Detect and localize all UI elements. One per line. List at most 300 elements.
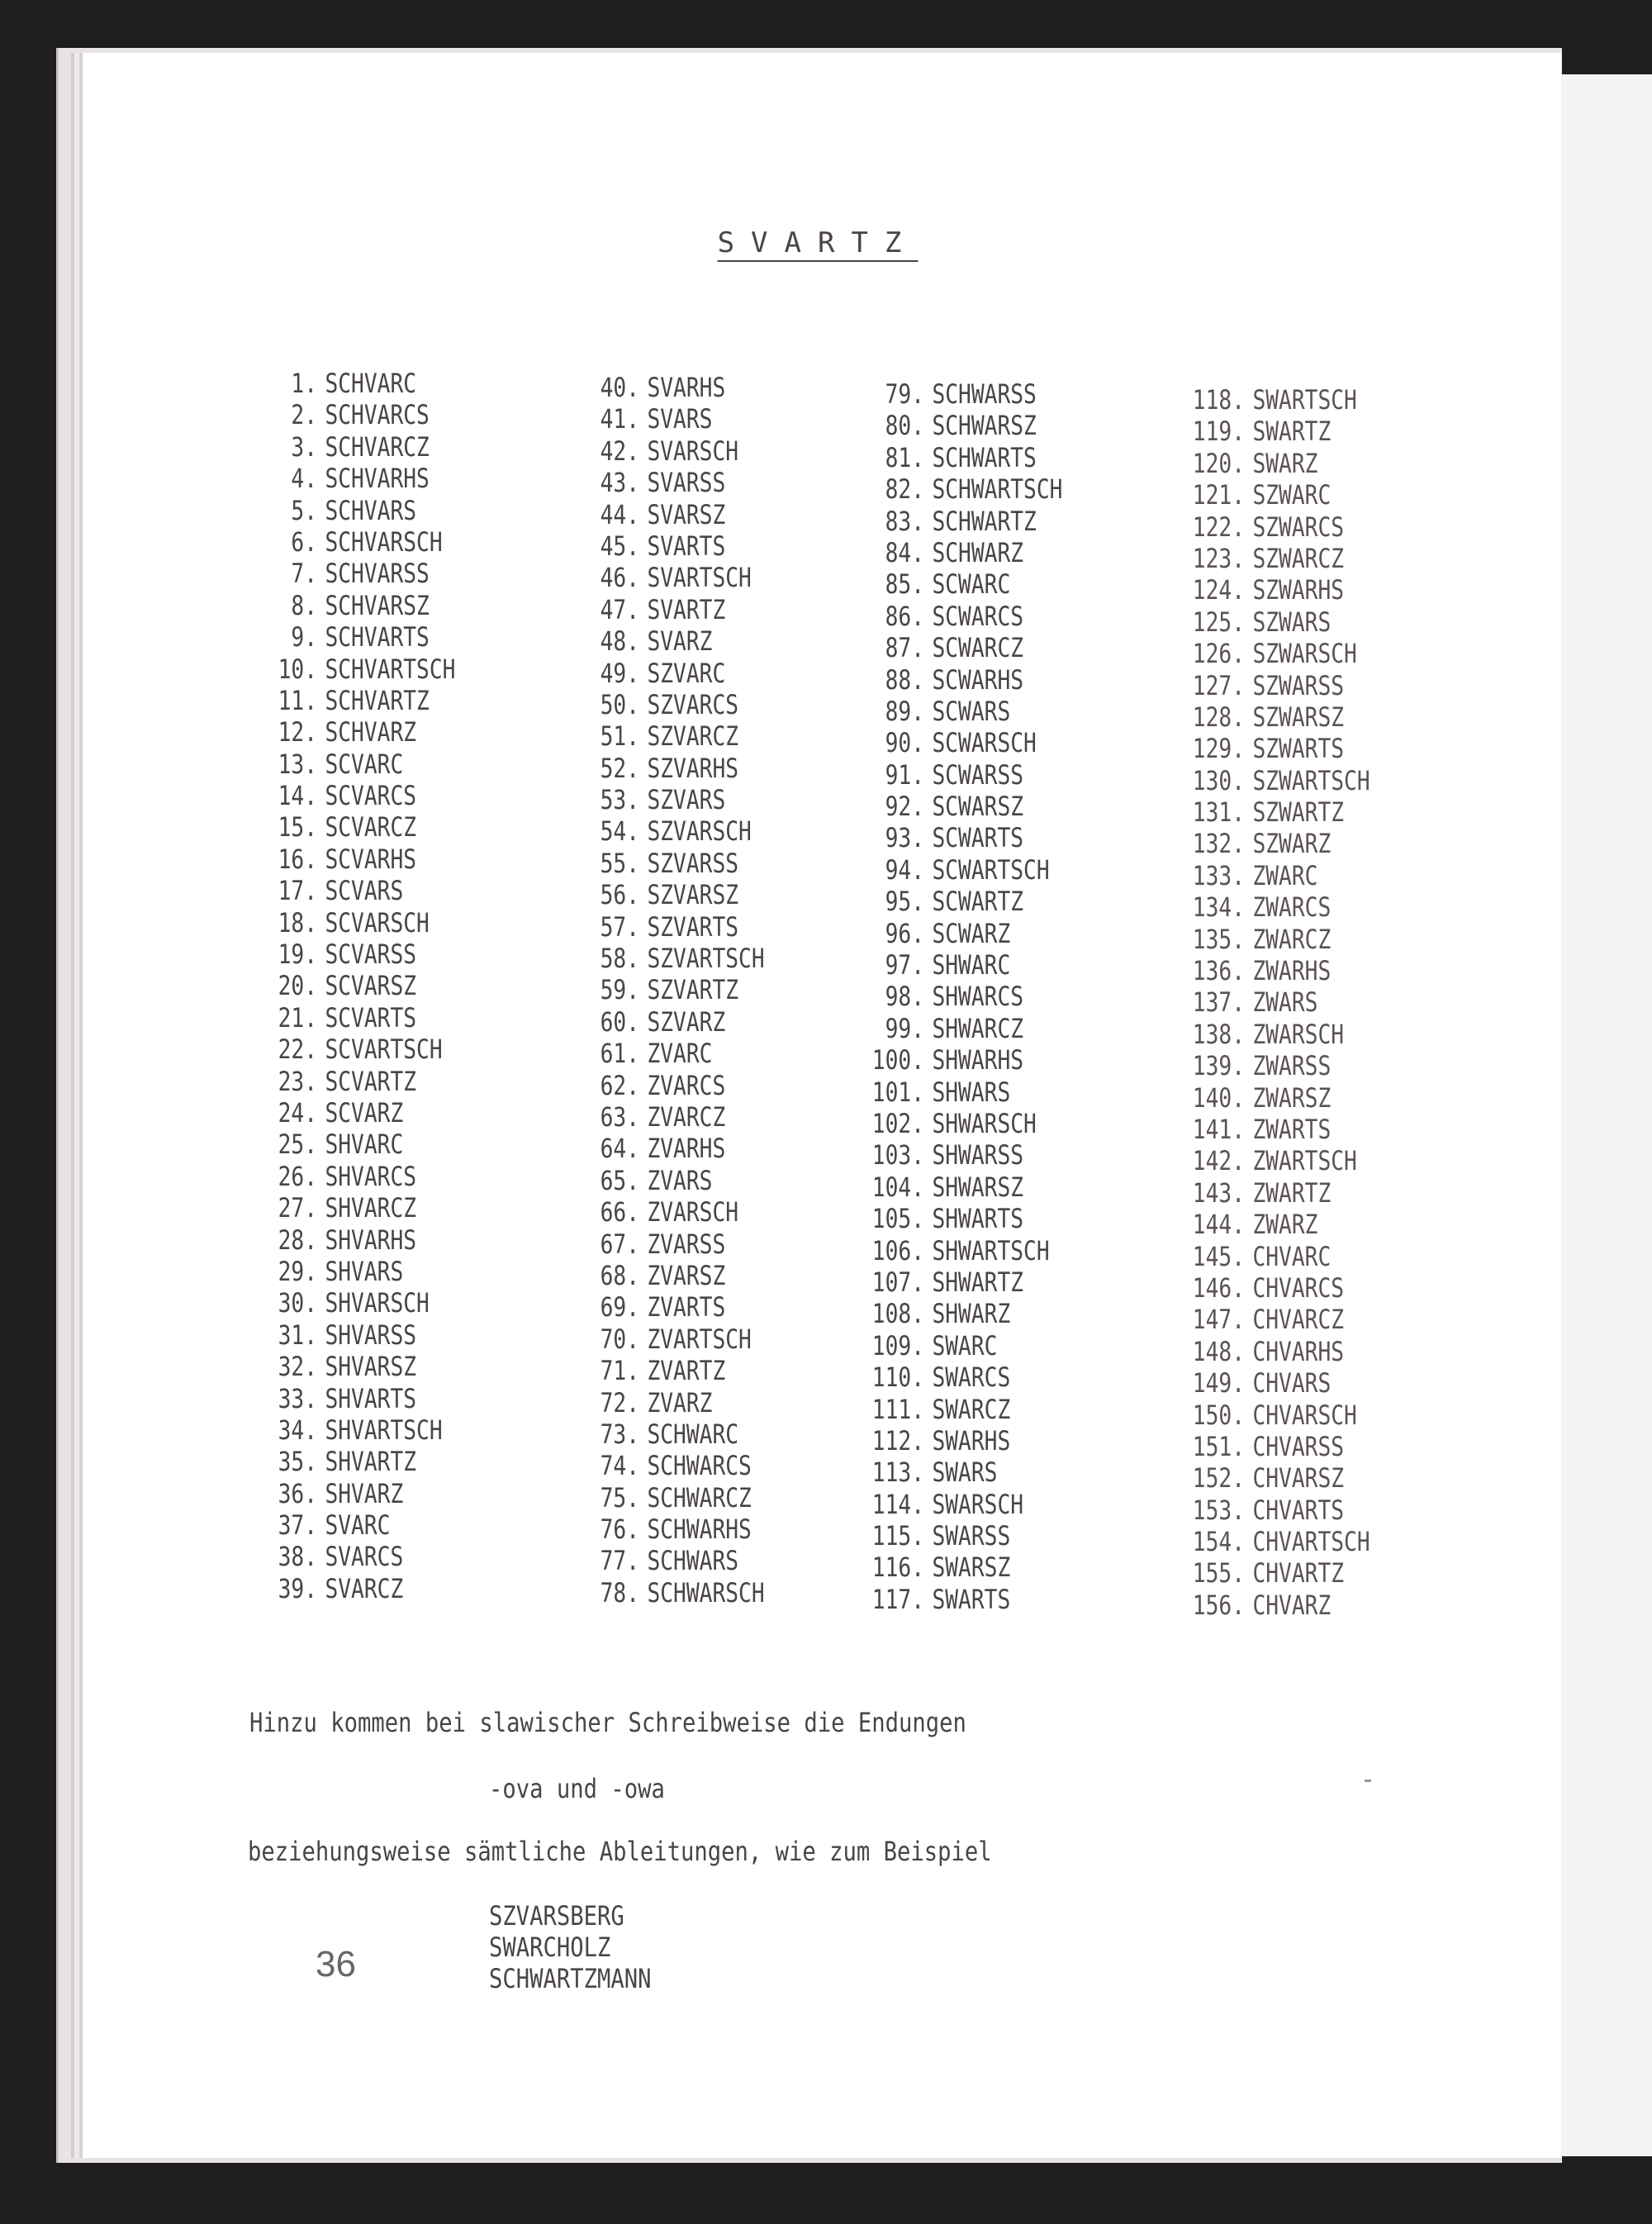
- list-item: [574, 1482, 879, 1514]
- item-number: 11.: [278, 684, 317, 716]
- surname-variant: ZVARC: [647, 1038, 713, 1070]
- list-item: [859, 1139, 1164, 1171]
- list-item: [574, 1101, 879, 1133]
- surname-variant: SCWARTZ: [932, 886, 1024, 918]
- surname-variant: ZVARTS: [647, 1291, 726, 1323]
- footer-text-line-1: Hinzu kommen bei slawischer Schreibweise die Endungen: [249, 1707, 966, 1738]
- list-item: [574, 1450, 879, 1481]
- surname-variant: SCHVARZ: [325, 716, 417, 748]
- item-number: 64.: [600, 1133, 639, 1165]
- surname-variant: SCVARSCH: [325, 906, 430, 939]
- list-item: [1180, 670, 1484, 701]
- item-number: 90.: [885, 727, 924, 759]
- surname-variant: SZWARTZ: [1252, 796, 1345, 829]
- list-item: [1180, 543, 1484, 574]
- surname-variant: SZVARZ: [647, 1005, 726, 1038]
- list-item: [252, 1319, 557, 1351]
- list-item: [859, 537, 1164, 568]
- list-item: [1180, 1304, 1484, 1335]
- surname-variant: CHVARHS: [1252, 1335, 1345, 1367]
- item-number: 45.: [600, 530, 639, 562]
- surname-variant: SWARCS: [932, 1361, 1011, 1394]
- surname-variant: ZWARC: [1252, 859, 1318, 891]
- surname-variant: SCHWARC: [647, 1418, 739, 1450]
- item-number: 52.: [600, 752, 639, 784]
- item-number: 58.: [600, 943, 639, 975]
- item-number: 48.: [600, 625, 639, 658]
- list-item: [252, 1256, 557, 1287]
- list-item: [1180, 765, 1484, 796]
- item-number: 60.: [600, 1005, 639, 1038]
- list-item: [859, 949, 1164, 981]
- example-name: SCHWARTZMANN: [489, 1963, 652, 1994]
- item-number: 30.: [278, 1287, 317, 1319]
- item-number: 73.: [600, 1418, 639, 1450]
- surname-variant: SHVARHS: [325, 1224, 417, 1256]
- surname-variant: SCWARS: [932, 695, 1011, 727]
- list-item: [859, 918, 1164, 949]
- list-item: [574, 1545, 879, 1576]
- list-item: [859, 632, 1164, 663]
- surname-variant: ZWARCZ: [1252, 923, 1332, 955]
- surname-variant: ZVARCS: [647, 1069, 726, 1101]
- item-number: 7.: [291, 558, 317, 590]
- surname-variant: ZVARHS: [647, 1133, 726, 1165]
- surname-variant: SCWARTSCH: [932, 853, 1050, 886]
- item-number: 117.: [871, 1583, 924, 1615]
- list-item: [252, 1287, 557, 1319]
- item-number: 120.: [1192, 447, 1245, 479]
- surname-variant: SVARS: [647, 403, 713, 435]
- item-number: 67.: [600, 1228, 639, 1260]
- item-number: 53.: [600, 784, 639, 816]
- item-number: 105.: [871, 1203, 924, 1235]
- list-item: [574, 372, 879, 403]
- surname-variant: SZWARSS: [1252, 669, 1345, 701]
- surname-variant: SZVARTSCH: [647, 943, 765, 975]
- surname-variant: SCHVARTZ: [325, 684, 430, 716]
- surname-variant: SCVARC: [325, 748, 404, 780]
- item-number: 97.: [885, 949, 924, 981]
- surname-variant: SHWARCS: [932, 981, 1024, 1013]
- item-number: 25.: [278, 1129, 317, 1161]
- item-number: 137.: [1192, 986, 1245, 1019]
- surname-variant: SVARCS: [325, 1541, 404, 1573]
- item-number: 119.: [1192, 416, 1245, 448]
- item-number: 108.: [871, 1298, 924, 1330]
- item-number: 18.: [278, 906, 317, 939]
- surname-variant: SHVARTS: [325, 1382, 417, 1414]
- surname-variant: SCHVARSZ: [325, 589, 430, 621]
- footer-text-endings: -ova und -owa: [489, 1773, 665, 1804]
- list-item: [1180, 1400, 1484, 1431]
- item-number: 103.: [871, 1139, 924, 1171]
- list-item: [859, 1330, 1164, 1361]
- list-item: [252, 1224, 557, 1256]
- surname-variant: SWARSS: [932, 1520, 1011, 1552]
- surname-variant: SCWARSS: [932, 758, 1024, 791]
- surname-variant: SZWARTS: [1252, 733, 1345, 765]
- surname-variant: ZWARSZ: [1252, 1081, 1332, 1114]
- item-number: 122.: [1192, 511, 1245, 543]
- list-item: [252, 1192, 557, 1224]
- list-item: [859, 1044, 1164, 1076]
- list-item: [859, 410, 1164, 441]
- list-item: [1180, 511, 1484, 543]
- item-number: 14.: [278, 780, 317, 812]
- surname-variant: SHVARTZ: [325, 1446, 417, 1478]
- item-number: 153.: [1192, 1494, 1245, 1526]
- surname-variant: SCHWARCS: [647, 1450, 752, 1482]
- item-number: 10.: [278, 653, 317, 685]
- item-number: 22.: [278, 1034, 317, 1066]
- list-item: [1180, 1526, 1484, 1557]
- list-item: [574, 753, 879, 784]
- surname-variant: CHVARSZ: [1252, 1462, 1345, 1495]
- list-item: [574, 1260, 879, 1291]
- name-list-column-1: [252, 368, 557, 1604]
- surname-variant: SWARTS: [932, 1583, 1011, 1615]
- item-number: 69.: [600, 1291, 639, 1323]
- item-number: 78.: [600, 1576, 639, 1609]
- surname-variant: SZVARCZ: [647, 720, 739, 753]
- surname-variant: SHWARCZ: [932, 1012, 1024, 1044]
- list-item: [1180, 1462, 1484, 1494]
- list-item: [859, 822, 1164, 853]
- surname-variant: SHWARTZ: [932, 1266, 1024, 1298]
- item-number: 19.: [278, 939, 317, 971]
- surname-variant: SHWARZ: [932, 1298, 1011, 1330]
- item-number: 2.: [291, 399, 317, 431]
- item-number: 113.: [871, 1457, 924, 1489]
- surname-variant: SZVARSCH: [647, 815, 752, 848]
- list-item: [859, 886, 1164, 917]
- list-item: [1180, 891, 1484, 923]
- list-item: [859, 1520, 1164, 1552]
- surname-variant: ZWARCS: [1252, 891, 1332, 924]
- list-item: [252, 1002, 557, 1034]
- item-number: 104.: [871, 1171, 924, 1203]
- surname-variant: SCHWARSZ: [932, 410, 1037, 442]
- list-item: [252, 716, 557, 748]
- surname-variant: SWARZ: [1252, 447, 1318, 479]
- surname-variant: SWARTZ: [1252, 416, 1332, 448]
- list-item: [574, 1133, 879, 1164]
- surname-variant: SWARC: [932, 1329, 998, 1361]
- surname-variant: ZWARSS: [1252, 1050, 1332, 1082]
- item-number: 75.: [600, 1481, 639, 1514]
- list-item: [1180, 1495, 1484, 1526]
- surname-variant: SZVARS: [647, 784, 726, 816]
- list-item: [1180, 1272, 1484, 1304]
- surname-variant: ZVARCZ: [647, 1100, 726, 1133]
- list-item: [1180, 924, 1484, 955]
- list-item: [574, 530, 879, 562]
- list-item: [574, 1387, 879, 1419]
- surname-variant: SWARSCH: [932, 1488, 1024, 1520]
- item-number: 77.: [600, 1545, 639, 1577]
- list-item: [574, 1514, 879, 1545]
- item-number: 101.: [871, 1076, 924, 1108]
- item-number: 56.: [600, 879, 639, 911]
- item-number: 43.: [600, 467, 639, 499]
- list-item: [859, 568, 1164, 600]
- item-number: 94.: [885, 853, 924, 886]
- surname-variant: ZVARTSCH: [647, 1323, 752, 1355]
- list-item: [859, 1171, 1164, 1203]
- item-number: 6.: [291, 525, 317, 558]
- surname-variant: ZWARTS: [1252, 1113, 1332, 1145]
- list-item: [252, 495, 557, 526]
- item-number: 8.: [291, 589, 317, 621]
- list-item: [574, 1038, 879, 1069]
- item-number: 114.: [871, 1488, 924, 1520]
- surname-variant: SHWARHS: [932, 1044, 1024, 1076]
- list-item: [1180, 733, 1484, 764]
- name-list-column-3: [859, 378, 1164, 1615]
- list-item: [1180, 1336, 1484, 1367]
- item-number: 59.: [600, 974, 639, 1006]
- item-number: 133.: [1192, 859, 1245, 891]
- item-number: 39.: [278, 1572, 317, 1604]
- surname-variant: SWARS: [932, 1457, 998, 1489]
- surname-variant: SZWARTSCH: [1252, 764, 1370, 796]
- list-item: [859, 473, 1164, 505]
- list-item: [1180, 955, 1484, 986]
- surname-variant: SCHVARC: [325, 368, 417, 399]
- surname-variant: SCVARTSCH: [325, 1034, 443, 1066]
- list-item: [252, 621, 557, 653]
- surname-variant: SZWARCS: [1252, 511, 1345, 543]
- item-number: 26.: [278, 1160, 317, 1192]
- item-number: 33.: [278, 1382, 317, 1414]
- item-number: 142.: [1192, 1145, 1245, 1177]
- surname-variant: SVARTS: [647, 530, 726, 562]
- item-number: 100.: [871, 1044, 924, 1076]
- item-number: 138.: [1192, 1018, 1245, 1050]
- item-number: 65.: [600, 1164, 639, 1196]
- list-item: [252, 399, 557, 430]
- surname-variant: CHVARTS: [1252, 1494, 1345, 1526]
- list-item: [859, 854, 1164, 886]
- list-item: [1180, 416, 1484, 447]
- surname-variant: SCVARCS: [325, 780, 417, 812]
- surname-variant: SCHWARZ: [932, 536, 1024, 568]
- item-number: 125.: [1192, 606, 1245, 638]
- surname-variant: SCHVARSS: [325, 558, 430, 590]
- list-item: [574, 435, 879, 467]
- list-item: [859, 1266, 1164, 1298]
- item-number: 143.: [1192, 1176, 1245, 1209]
- facing-page-edge: [1561, 74, 1652, 2156]
- surname-variant: SHWARSZ: [932, 1171, 1024, 1203]
- surname-variant: SHVARC: [325, 1129, 404, 1161]
- list-item: [1180, 606, 1484, 638]
- item-number: 139.: [1192, 1050, 1245, 1082]
- item-number: 118.: [1192, 384, 1245, 416]
- item-number: 23.: [278, 1065, 317, 1097]
- list-item: [574, 848, 879, 879]
- item-number: 126.: [1192, 638, 1245, 670]
- item-number: 131.: [1192, 796, 1245, 829]
- surname-variant: ZVARSS: [647, 1228, 726, 1260]
- item-number: 134.: [1192, 891, 1245, 924]
- surname-variant: SCWARHS: [932, 663, 1024, 696]
- list-item: [859, 1552, 1164, 1583]
- surname-variant: SZVARSZ: [647, 879, 739, 911]
- surname-variant: SHVARZ: [325, 1477, 404, 1509]
- surname-variant: SCHVARS: [325, 494, 417, 526]
- list-item: [574, 1196, 879, 1228]
- item-number: 24.: [278, 1096, 317, 1129]
- item-number: 46.: [600, 562, 639, 594]
- item-number: 135.: [1192, 923, 1245, 955]
- list-item: [574, 879, 879, 910]
- list-item: [859, 378, 1164, 410]
- surname-variant: SCWARCZ: [932, 632, 1024, 664]
- surname-variant: SHVARCS: [325, 1160, 417, 1192]
- list-item: [859, 1361, 1164, 1393]
- item-number: 109.: [871, 1329, 924, 1361]
- list-item: [1180, 986, 1484, 1018]
- item-number: 84.: [885, 536, 924, 568]
- list-item: [252, 780, 557, 811]
- surname-variant: ZVARSZ: [647, 1259, 726, 1291]
- item-number: 129.: [1192, 733, 1245, 765]
- surname-variant: SCWARCS: [932, 600, 1024, 632]
- list-item: [574, 403, 879, 435]
- surname-variant: SCHVARSCH: [325, 525, 443, 558]
- list-item: [859, 506, 1164, 537]
- list-item: [252, 875, 557, 906]
- item-number: 38.: [278, 1541, 317, 1573]
- item-number: 102.: [871, 1107, 924, 1139]
- item-number: 68.: [600, 1259, 639, 1291]
- surname-variant: SVARTZ: [647, 593, 726, 625]
- list-item: [252, 653, 557, 685]
- surname-variant: SCWARC: [932, 568, 1011, 601]
- list-item: [859, 1489, 1164, 1520]
- list-item: [252, 1129, 557, 1160]
- list-item: [1180, 860, 1484, 891]
- list-item: [859, 727, 1164, 758]
- item-number: 51.: [600, 720, 639, 753]
- surname-variant: SCHWARTSCH: [932, 473, 1063, 506]
- surname-variant: SZVARC: [647, 657, 726, 689]
- surname-variant: CHVARCZ: [1252, 1304, 1345, 1336]
- item-number: 87.: [885, 632, 924, 664]
- surname-variant: ZWARS: [1252, 986, 1318, 1019]
- surname-variant: SHVARS: [325, 1255, 404, 1287]
- item-number: 147.: [1192, 1304, 1245, 1336]
- item-number: 107.: [871, 1266, 924, 1298]
- surname-variant: SHWARC: [932, 949, 1011, 981]
- surname-variant: SCVARSS: [325, 939, 417, 971]
- list-item: [574, 1577, 879, 1609]
- surname-variant: SCVARCZ: [325, 811, 417, 844]
- list-item: [859, 1298, 1164, 1329]
- item-number: 44.: [600, 498, 639, 530]
- item-number: 80.: [885, 410, 924, 442]
- list-item: [252, 1034, 557, 1065]
- surname-variant: SHWARTS: [932, 1203, 1024, 1235]
- item-number: 155.: [1192, 1557, 1245, 1590]
- item-number: 31.: [278, 1319, 317, 1351]
- list-item: [574, 1165, 879, 1196]
- item-number: 150.: [1192, 1399, 1245, 1431]
- list-item: [859, 664, 1164, 696]
- item-number: 57.: [600, 910, 639, 943]
- surname-variant: SVARC: [325, 1509, 391, 1542]
- item-number: 88.: [885, 663, 924, 696]
- surname-variant: SCHVARCS: [325, 399, 430, 431]
- item-number: 146.: [1192, 1271, 1245, 1304]
- item-number: 82.: [885, 473, 924, 506]
- surname-variant: CHVARTSCH: [1252, 1526, 1370, 1558]
- page-number: 36: [316, 1944, 356, 1984]
- list-item: [574, 562, 879, 593]
- surname-variant: SZVARHS: [647, 752, 739, 784]
- list-item: [252, 431, 557, 463]
- surname-variant: ZVARSCH: [647, 1196, 739, 1228]
- item-number: 3.: [291, 430, 317, 463]
- list-item: [574, 499, 879, 530]
- surname-variant: SHWARSS: [932, 1139, 1024, 1171]
- item-number: 55.: [600, 847, 639, 879]
- item-number: 99.: [885, 1012, 924, 1044]
- item-number: 121.: [1192, 479, 1245, 511]
- item-number: 34.: [278, 1414, 317, 1446]
- list-item: [252, 1446, 557, 1477]
- surname-variant: SHVARSZ: [325, 1351, 417, 1383]
- surname-variant: ZWARHS: [1252, 955, 1332, 987]
- surname-variant: SCHWARTZ: [932, 505, 1037, 537]
- item-number: 86.: [885, 600, 924, 632]
- surname-variant: ZWARSCH: [1252, 1018, 1345, 1050]
- item-number: 123.: [1192, 542, 1245, 574]
- surname-variant: ZWARTSCH: [1252, 1145, 1357, 1177]
- item-number: 140.: [1192, 1081, 1245, 1114]
- list-item: [252, 748, 557, 780]
- surname-variant: SCVARSZ: [325, 970, 417, 1002]
- item-number: 76.: [600, 1514, 639, 1546]
- list-item: [1180, 1050, 1484, 1081]
- list-item: [859, 1235, 1164, 1266]
- item-number: 29.: [278, 1255, 317, 1287]
- surname-variant: SHWARSCH: [932, 1107, 1037, 1139]
- item-number: 47.: [600, 593, 639, 625]
- surname-variant: SCHVARHS: [325, 463, 430, 495]
- surname-variant: SZWARC: [1252, 479, 1332, 511]
- item-number: 5.: [291, 494, 317, 526]
- list-item: [574, 815, 879, 847]
- surname-variant: SCWARSCH: [932, 727, 1037, 759]
- surname-variant: SCVARTZ: [325, 1065, 417, 1097]
- surname-variant: CHVARSS: [1252, 1430, 1345, 1462]
- surname-variant: CHVARTZ: [1252, 1557, 1345, 1590]
- surname-variant: SCWARSZ: [932, 791, 1024, 823]
- list-item: [1180, 448, 1484, 479]
- example-name: SWARCHOLZ: [489, 1932, 611, 1963]
- list-item: [859, 1425, 1164, 1457]
- surname-variant: SCHVARTSCH: [325, 653, 456, 685]
- item-number: 145.: [1192, 1240, 1245, 1272]
- surname-variant: SCVARTS: [325, 1001, 417, 1034]
- surname-variant: SCHVARTS: [325, 621, 430, 653]
- item-number: 16.: [278, 843, 317, 875]
- surname-variant: SVARCZ: [325, 1572, 404, 1604]
- item-number: 66.: [600, 1196, 639, 1228]
